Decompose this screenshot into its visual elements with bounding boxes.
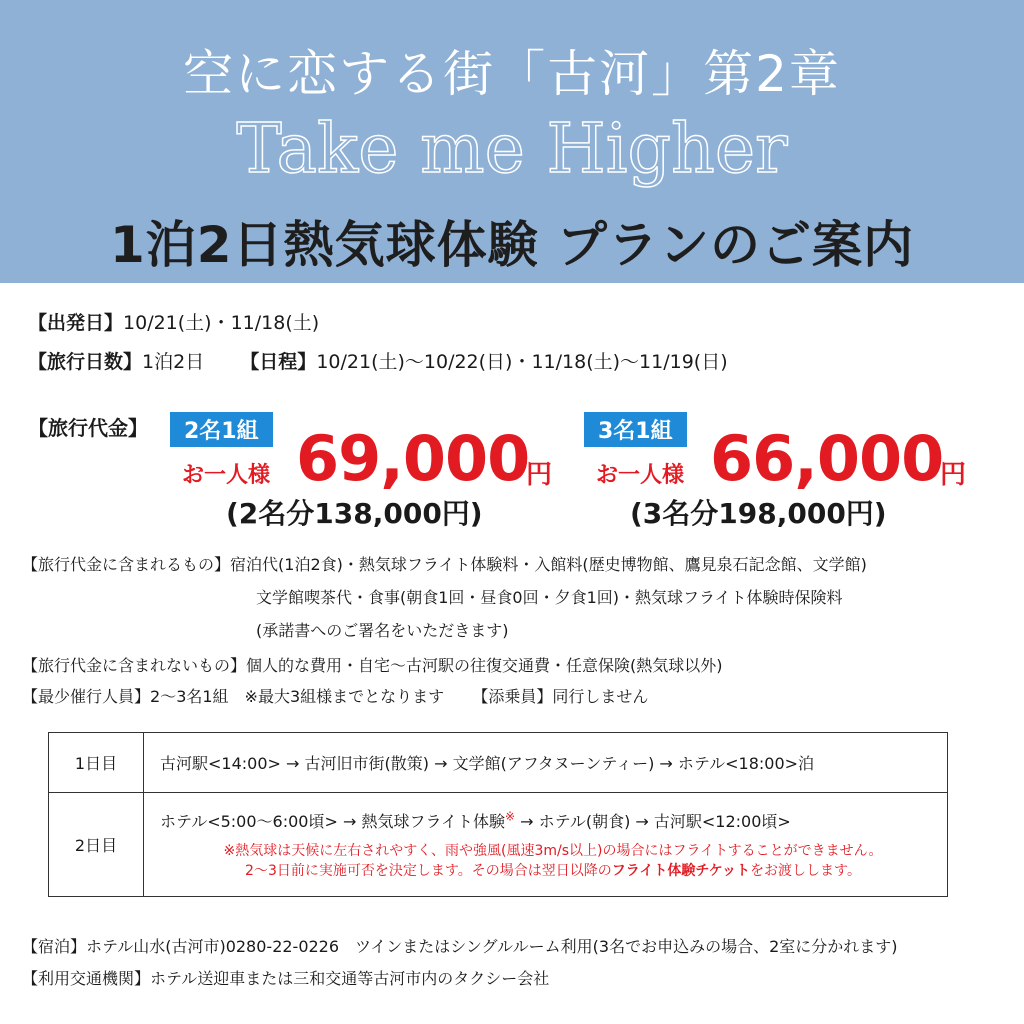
page-title: 空に恋する街「古河」第2章 (183, 45, 841, 103)
departure-row (28, 308, 319, 335)
excluded-label: 【旅行代金に含まれないもの】 (22, 656, 247, 675)
day2-desc-rest: → ホテル(朝食) → 古河駅<12:00頃> (515, 812, 791, 831)
day2-note1: ※熱気球は天候に左右されやすく、雨や強風(風速3m/s以上)の場合にはフライトすることができません。 (223, 843, 883, 859)
day2-desc: ホテル<5:00〜6:00頃> → 熱気球フライト体験 (160, 812, 505, 831)
day2-label: 2日目 (49, 793, 144, 897)
plan2-amount: 66,000 (710, 422, 944, 495)
included-row (22, 552, 867, 575)
plan2-yen: 円 (940, 460, 967, 490)
included-line1: 宿泊代(1泊2食)・熱気球フライト体験料・入館料(歴史博物館、鷹見泉石記念館、文学館) (230, 555, 867, 574)
header-banner (0, 0, 1024, 283)
plan1-badge: 2名1組 (170, 412, 273, 447)
plan1-total: (2名分138,000円) (226, 497, 483, 530)
day2-note2c: をお渡しします。 (750, 863, 861, 879)
escort-label: 【添乗員】 (472, 687, 553, 706)
escort-value: 同行しません (552, 687, 649, 706)
transport-label: 【利用交通機関】 (22, 969, 151, 988)
departure-label: 【出発日】 (28, 312, 124, 334)
duration-label: 【旅行日数】 (28, 351, 143, 373)
price-label: 【旅行代金】 (28, 416, 148, 440)
schedule-label: 【日程】 (240, 351, 317, 373)
plan-title: 1泊2日熱気球体験 プランのご案内 (110, 216, 914, 274)
transport-value: ホテル送迎車または三和交通等古河市内のタクシー会社 (150, 969, 550, 988)
included-line2: 文学館喫茶代・食事(朝食1回・昼食0回・夕食1回)・熱気球フライト体験時保険料 (256, 588, 843, 607)
plan2-badge: 3名1組 (584, 412, 687, 447)
day2-mark: ※ (504, 809, 516, 824)
included-line3: (承諾書へのご署名をいただきます) (256, 621, 509, 640)
lodging-value: ホテル山水(古河市)0280-22-0226 ツインまたはシングルルーム利用(3名でお申込みの場合、2室に分かれます) (86, 937, 898, 956)
plan1-yen: 円 (526, 460, 553, 490)
departure-value: 10/21(土)・11/18(土) (123, 312, 320, 334)
excluded-row (22, 653, 723, 676)
day1-label: 1日目 (49, 733, 144, 793)
minimum-value: 2〜3名1組 ※最大3組様までとなります (150, 687, 445, 706)
excluded-value: 個人的な費用・自宅〜古河駅の往復交通費・任意保険(熱気球以外) (246, 656, 723, 675)
table-row (49, 733, 948, 793)
schedule-table (48, 732, 948, 897)
schedule-value: 10/21(土)〜10/22(日)・11/18(土)〜11/19(日) (316, 351, 728, 373)
minimum-row (22, 684, 648, 707)
minimum-label: 【最少催行人員】 (22, 687, 151, 706)
page-subtitle: Take me Higher (236, 110, 788, 189)
lodging-label: 【宿泊】 (22, 937, 87, 956)
plan1-amount: 69,000 (296, 422, 530, 495)
transport-row (22, 966, 549, 989)
day2-cell (144, 793, 948, 897)
plan1-per-person: お一人様 (182, 463, 271, 488)
lodging-row (22, 934, 898, 957)
day2-note2b: フライト体験チケット (611, 863, 751, 879)
included-label: 【旅行代金に含まれるもの】 (22, 555, 231, 574)
day1-desc: 古河駅<14:00> → 古河旧市街(散策) → 文学館(アフタヌーンティー) → ホテル<18:00>泊 (144, 733, 948, 793)
plan2-per-person: お一人様 (596, 463, 685, 488)
day2-note2 (160, 860, 946, 880)
table-row (49, 793, 948, 897)
plan2-total: (3名分198,000円) (630, 497, 887, 530)
duration-value: 1泊2日 (142, 351, 205, 373)
day2-note2a: 2〜3日前に実施可否を決定します。その場合は翌日以降の (245, 863, 612, 879)
duration-row (28, 347, 728, 374)
